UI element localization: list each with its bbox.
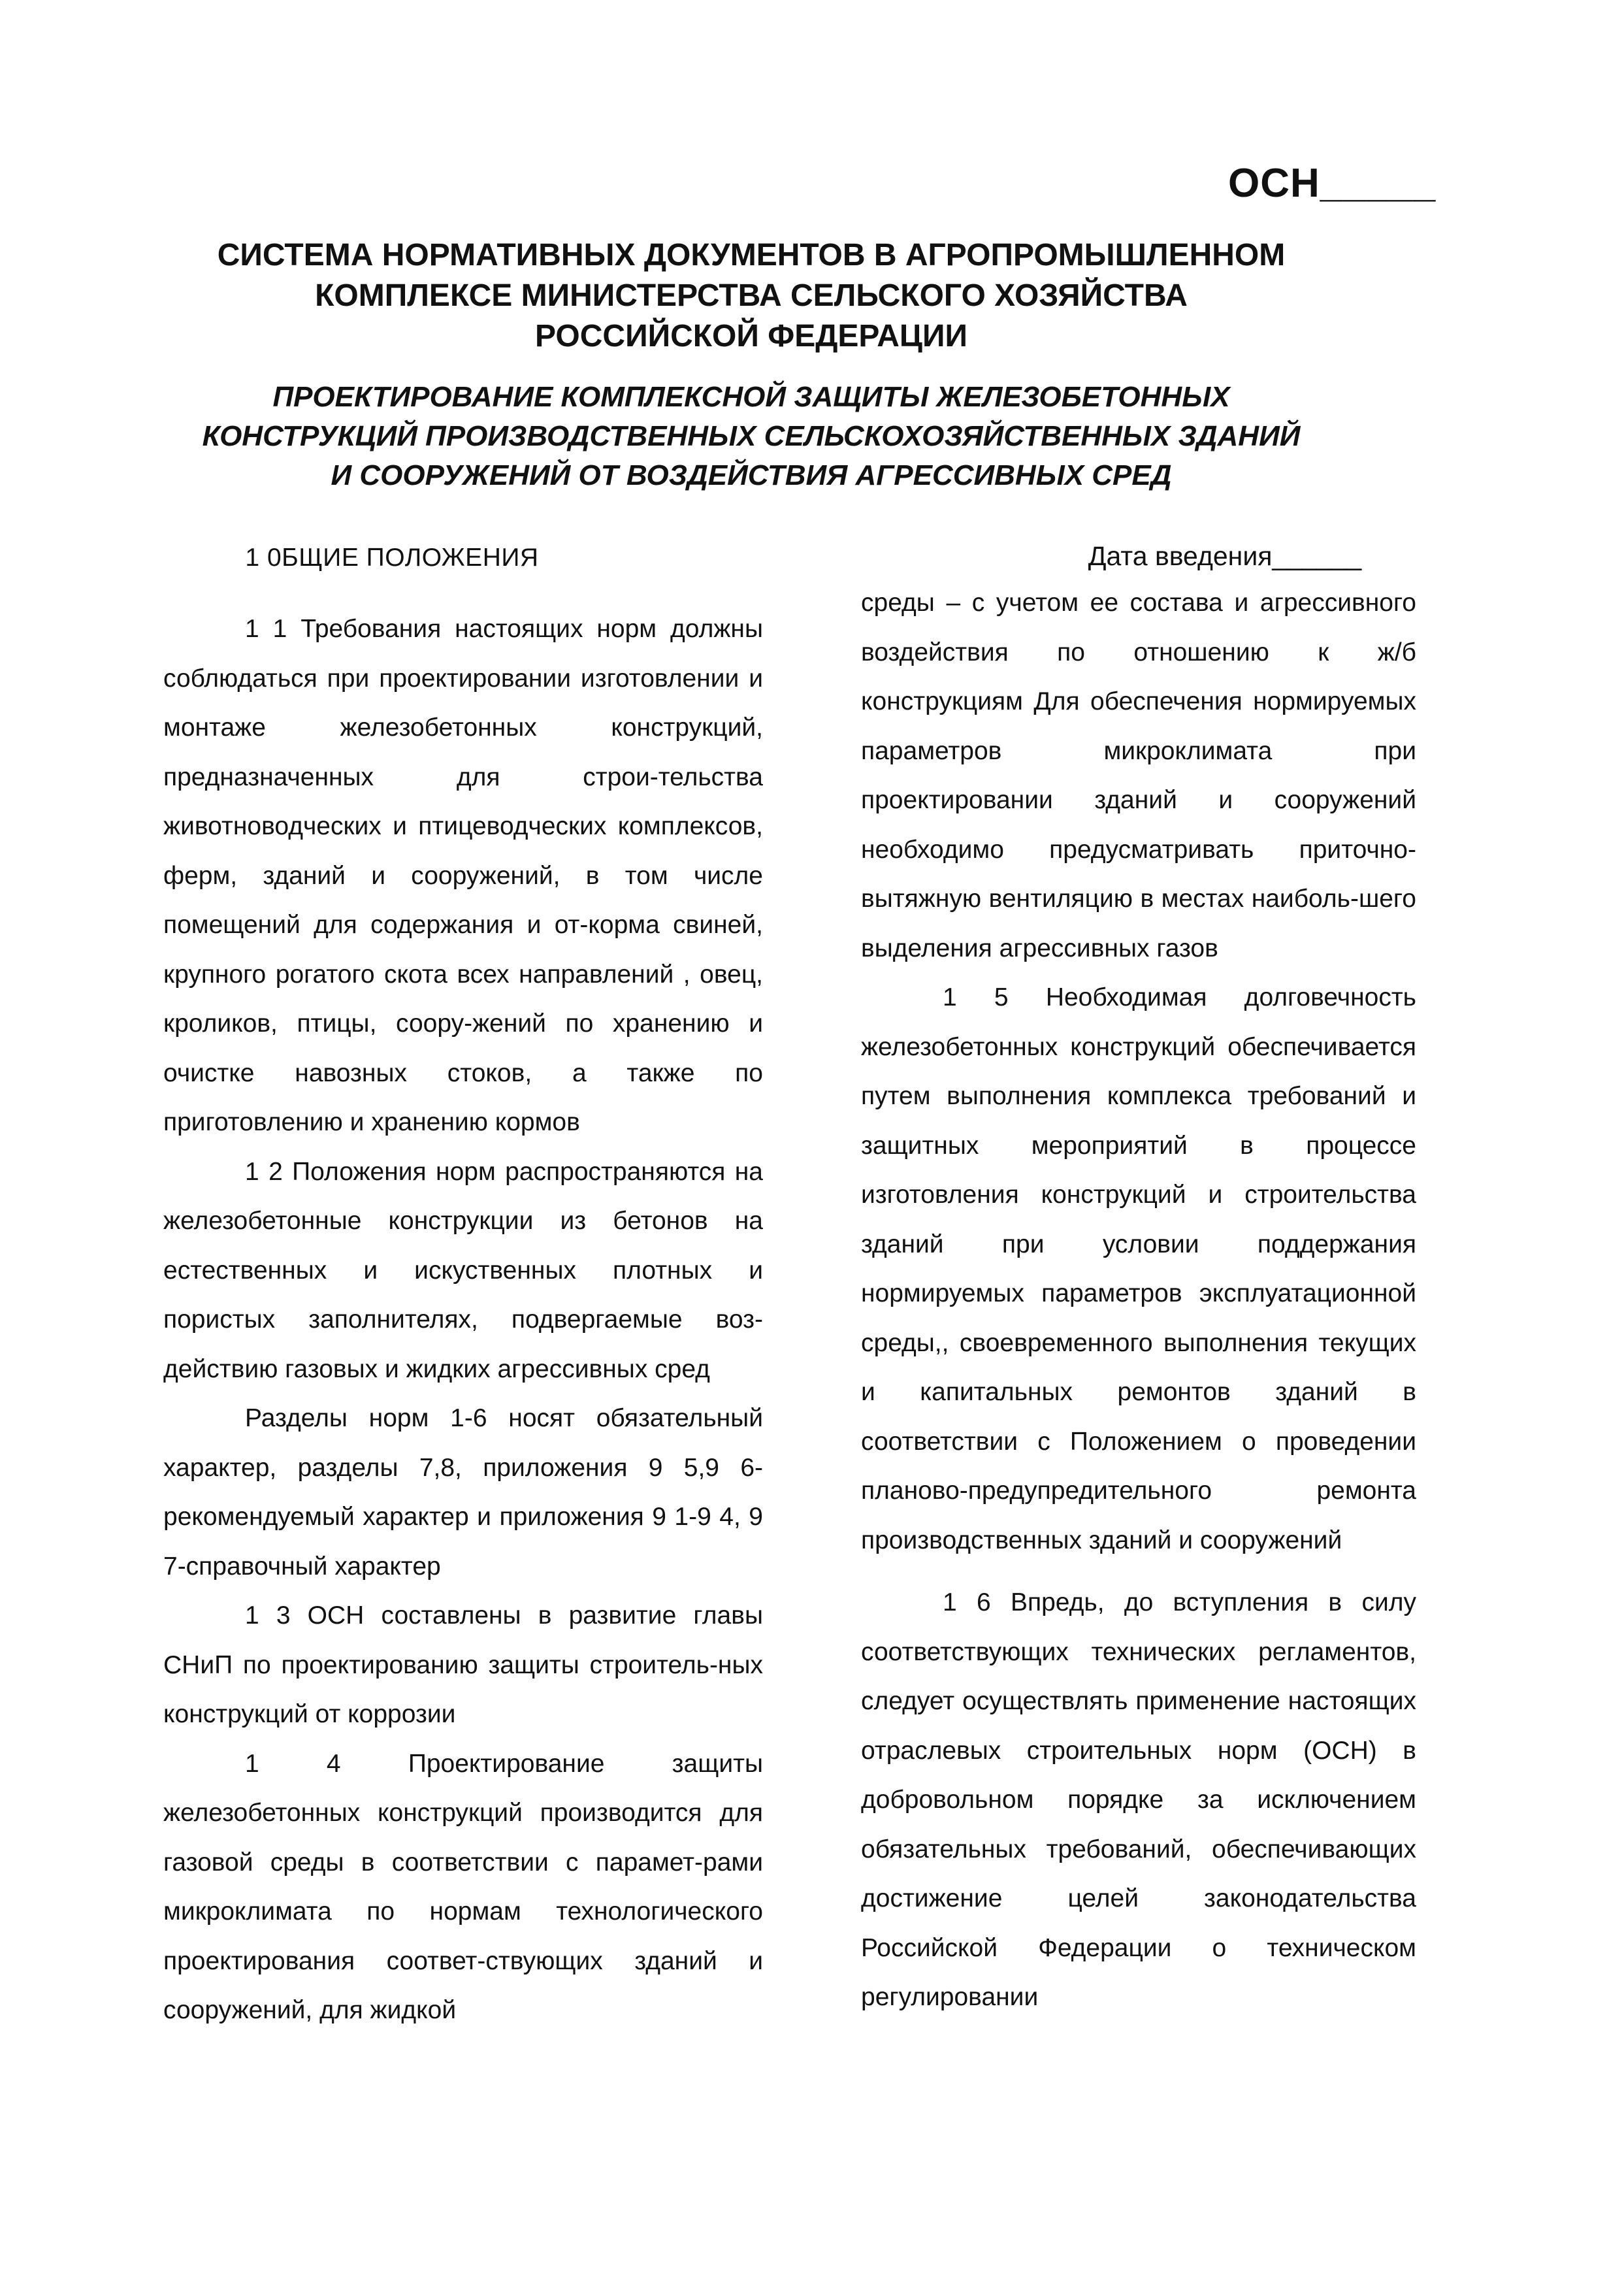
paragraph-1-2: 1 2 Положения норм распространяются на железобетонные конструкции из бетонов на естественных и искуственных плотных и пористых заполнителях, подвергаемые воз-действию газовых и жидких агрессивных сред bbox=[163, 1157, 763, 1383]
subtitle-line: ПРОЕКТИРОВАНИЕ КОМПЛЕКСНОЙ ЗАЩИТЫ ЖЕЛЕЗОБЕТОННЫХ bbox=[272, 381, 1230, 413]
introduction-date: Дата введения______ bbox=[1088, 541, 1362, 571]
subtitle-line: И СООРУЖЕНИЙ ОТ ВОЗДЕЙСТВИЯ АГРЕССИВНЫХ СРЕД bbox=[331, 459, 1172, 491]
section-title: 1 0БЩИЕ ПОЛОЖЕНИЯ bbox=[245, 544, 539, 572]
document-header bbox=[131, 235, 1372, 357]
document-subtitle bbox=[118, 378, 1385, 495]
paragraph-1-5: 1 5 Необходимая долговечность железобетонных конструкций обеспечивается путем выполнения комплекса требований и защитных мероприятий в процессе изготовления конструкций и строительства зданий при условии поддержания нормируемых параметров эксплуатационной среды,, своевременного выполнения текущих и капитальных ремонтов зданий в соответствии с Положением о проведении планово-предупредительного ремонта производственных зданий и сооружений bbox=[861, 983, 1416, 1554]
paragraph-1-1: 1 1 Требования настоящих норм должны соблюдаться при проектировании изготовлении и монтаже железобетонных конструкций, предназначенных для строи-тельства животноводческих и птицеводческих комплексов, ферм, зданий и сооружений, в том числе помещений для содержания и от-корма свиней, крупного рогатого скота всех направлений , овец, кроликов, птицы, соору-жений по хранению и очистке навозных стоков, а также по приготовлению и хранению кормов bbox=[163, 615, 763, 1136]
right-column bbox=[861, 578, 1416, 2022]
header-line: КОМПЛЕКСЕ МИНИСТЕРСТВА СЕЛЬСКОГО ХОЗЯЙСТВА bbox=[315, 278, 1188, 313]
paragraph-1-6: 1 6 Впредь, до вступления в силу соответствующих технических регламентов, следует осуществлять применение настоящих отраслевых строительных норм (ОСН) в добровольном порядке за исключением обязательных требований, обеспечивающих достижение целей законодательства Российской Федерации о техническом регулировании bbox=[861, 1588, 1416, 2011]
paragraph-sections-note: Разделы норм 1-6 носят обязательный характер, разделы 7,8, приложения 9 5,9 6-рекомендуемый характер и приложения 9 1-9 4, 9 7-справочный характер bbox=[163, 1404, 763, 1581]
header-line: РОССИЙСКОЙ ФЕДЕРАЦИИ bbox=[535, 319, 967, 353]
paragraph-1-3: 1 3 ОСН составлены в развитие главы СНиП по проектированию защиты строитель-ных конструкций от коррозии bbox=[163, 1601, 763, 1728]
paragraph-1-4-continued: среды – с учетом ее состава и агрессивного воздействия по отношению к ж/б конструкциям Для обеспечения нормируемых параметров микроклимата при проектировании зданий и сооружений необходимо предусматривать приточно-вытяжную вентиляцию в местах наиболь-шего выделения агрессивных газов bbox=[861, 589, 1416, 962]
paragraph-1-4: 1 4 Проектирование защиты железобетонных конструкций производится для газовой среды в соответствии с парамет-рами микроклимата по нормам технологического проектирования соответ-ствующих зданий и сооружений, для жидкой bbox=[163, 1749, 763, 2024]
subtitle-line: КОНСТРУКЦИЙ ПРОИЗВОДСТВЕННЫХ СЕЛЬСКОХОЗЯЙСТВЕННЫХ ЗДАНИЙ bbox=[202, 420, 1301, 452]
header-line: СИСТЕМА НОРМАТИВНЫХ ДОКУМЕНТОВ В АГРОПРОМЫШЛЕННОМ bbox=[217, 238, 1286, 272]
document-code: ОСН_____ bbox=[1228, 161, 1437, 206]
left-column bbox=[163, 604, 763, 2035]
